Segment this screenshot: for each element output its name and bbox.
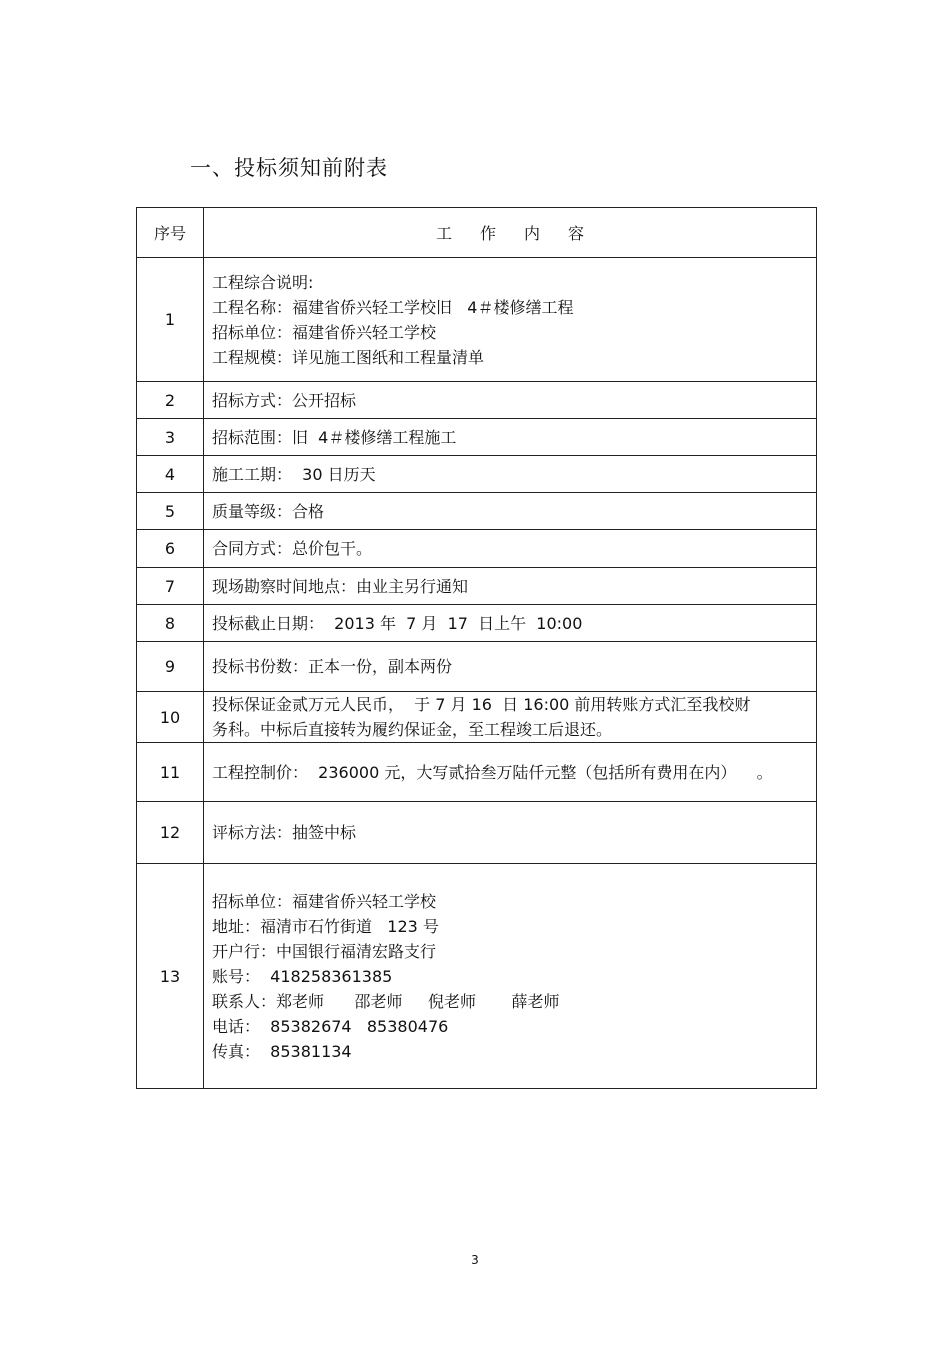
table-row: 1 工程综合说明: 工程名称：福建省侨兴轻工学校旧 4＃楼修缮工程 招标单位：福建省侨兴轻工学校 工程规模：详见施工图纸和工程量清单 [137,258,817,382]
table-row: 12 评标方法：抽签中标 [137,802,817,864]
table-row: 8 投标截止日期： 2013 年 7 月 17 日上午 10:00 [137,605,817,642]
table-row: 10 投标保证金贰万元人民币， 于 7 月 16 日 16:00 前用转账方式汇至我校财 务科。中标后直接转为履约保证金，至工程竣工后退还。 [137,692,817,743]
table-row: 11 工程控制价： 236000 元，大写贰拾叁万陆仟元整（包括所有费用在内） 。 [137,743,817,802]
header-num: 序号 [137,208,204,258]
table-row: 5 质量等级：合格 [137,493,817,530]
table-header-row [137,208,817,258]
table-row: 7 现场勘察时间地点：由业主另行通知 [137,568,817,605]
table-row: 4 施工工期： 30 日历天 [137,456,817,493]
section-heading: 一、投标须知前附表 [190,156,388,180]
header-content: 工 作 内 容 [204,208,817,258]
table-row: 2 招标方式：公开招标 [137,382,817,419]
page-number: 3 [471,1253,479,1267]
table-row: 3 招标范围：旧 4＃楼修缮工程施工 [137,419,817,456]
table-row: 9 投标书份数：正本一份，副本两份 [137,642,817,692]
bid-notice-table [136,207,817,1089]
table-row: 13 招标单位：福建省侨兴轻工学校 地址：福清市石竹街道 123 号 开户行：中国银行福清宏路支行 账号： 418258361385 联系人：郑老师 邵老师 倪老师 薛老师 电话： 85382674 85380476 传真： 85381134 [137,864,817,1089]
table-row: 6 合同方式：总价包干。 [137,530,817,568]
